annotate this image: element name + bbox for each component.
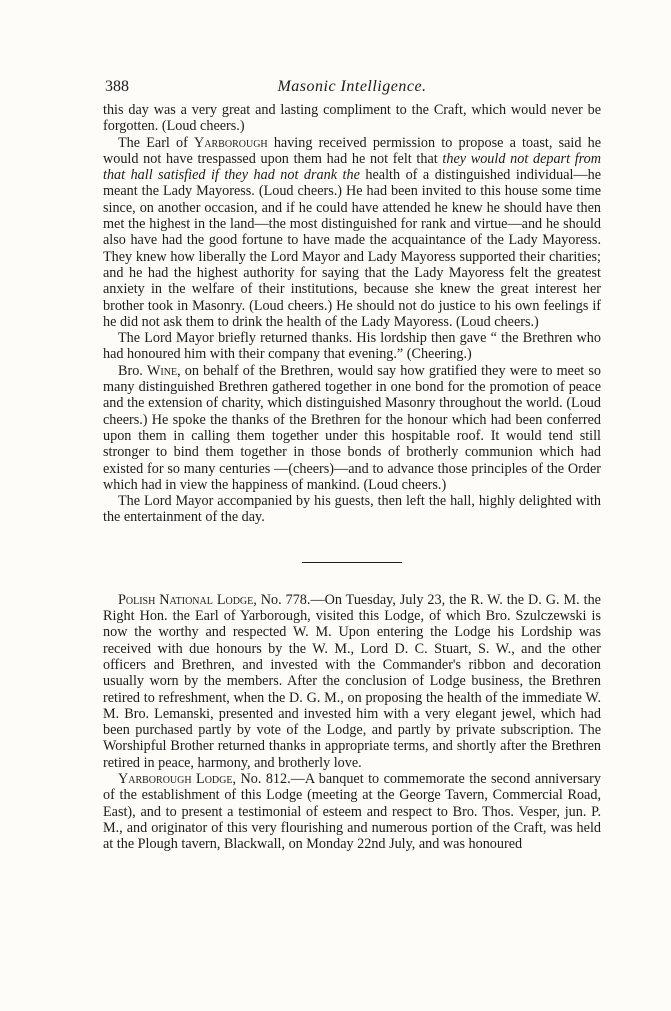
paragraph-yarborough-toast: The Earl of Yarborough having received permission to propose a toast, said he would not have trespassed upon them had he not felt that they would not depart from that hall satisfied if they had not drank the health of a distinguished individual—he meant the Lady Mayoress. (Loud cheers.) He had been invited to this house some time since, on another occasion, and if he could have attended he knew he should have then met the highest in the land—the most distinguished for rank and virtue—and he should also have had the good fortune to have made the acquaintance of the Lady Mayoress. They knew how liberally the Lord Mayor and Lady Mayoress supported their charities; and he had the highest authority for saying that the Lady Mayoress felt the greatest anxiety in the welfare of their institutions, because she knew the great interest her brother took in Masonry. (Loud cheers.) He should not do justice to his own feelings if he did not ask them to drink the health of the Lady Mayoress. (Loud cheers.) [103, 134, 602, 330]
lodge-name: Yarborough Lodge [118, 770, 233, 787]
paragraph-yarborough-lodge: Yarborough Lodge, No. 812.—A banquet to commemorate the second anniversary of the establishment of this Lodge (meeting at the George Tavern, Commercial Road, East), and to present a testimonial of esteem and respect to Bro. Thos. Vesper, jun. P. M., and originator of this very flourishing and numerous portion of the Craft, was held at the Plough tavern, Blackwall, on Monday 22nd July, and was honoured [103, 770, 601, 853]
lodge-name: Polish National Lodge [118, 591, 254, 608]
page-number: 388 [105, 78, 129, 95]
paragraph-bro-wine: Bro. Wine, on behalf of the Brethren, would say how gratified they were to meet so many distinguished Brethren gathered together in one bond for the promotion of peace and the extension of charity, which distinguished Masonry throughout the world. (Loud cheers.) He spoke the thanks of the Brethren for the honour which had been conferred upon them in calling them together under this hospitable roof. It would tend still stronger to bind them together in those bonds of brotherly communion which had existed for so many centuries —(cheers)—and to advance those principles of the Order which had in view the happiness of mankind. (Loud cheers.) [103, 362, 601, 493]
paragraph-departure: The Lord Mayor accompanied by his guests, then left the hall, highly delighted with the entertainment of the day. [103, 493, 601, 526]
section-lord-mayor-banquet [103, 102, 601, 526]
italic-phrase: they would not depart from that hall satisfied if they had not drank the [103, 150, 601, 184]
page [103, 78, 601, 852]
running-title: Masonic Intelligence. [277, 78, 427, 95]
paragraph-continuation: this day was a very great and lasting compliment to the Craft, which would never be forgotten. (Loud cheers.) [103, 102, 601, 135]
speaker-name: Yarborough [194, 134, 268, 151]
speaker-name: Wine [147, 362, 178, 379]
running-head [103, 78, 601, 102]
section-divider [302, 562, 402, 563]
paragraph-lord-mayor-thanks: The Lord Mayor briefly returned thanks. His lordship then gave “ the Brethren who had honoured him with their company that evening.” (Cheering.) [103, 330, 601, 363]
section-lodge-reports [103, 592, 601, 853]
paragraph-polish-national-lodge: Polish National Lodge, No. 778.—On Tuesday, July 23, the R. W. the D. G. M. the Right Hon. the Earl of Yarborough, visited this Lodge, of which Bro. Szulczewski is now the worthy and respected W. M. Upon entering the Lodge his Lordship was received with due honours by the W. M., Lord D. C. Stuart, S. W., and the other officers and Brethren, and invested with the Commander's ribbon and decoration usually worn by the members. After the conclusion of Lodge business, the Brethren retired to refreshment, when the D. G. M., on proposing the health of the immediate W. M. Bro. Lemanski, presented and invested him with a very elegant jewel, which had been purchased partly by vote of the Lodge, and partly by private subscription. The Worshipful Brother returned thanks in appropriate terms, and shortly after the Brethren retired in peace, harmony, and brotherly love. [103, 591, 601, 771]
